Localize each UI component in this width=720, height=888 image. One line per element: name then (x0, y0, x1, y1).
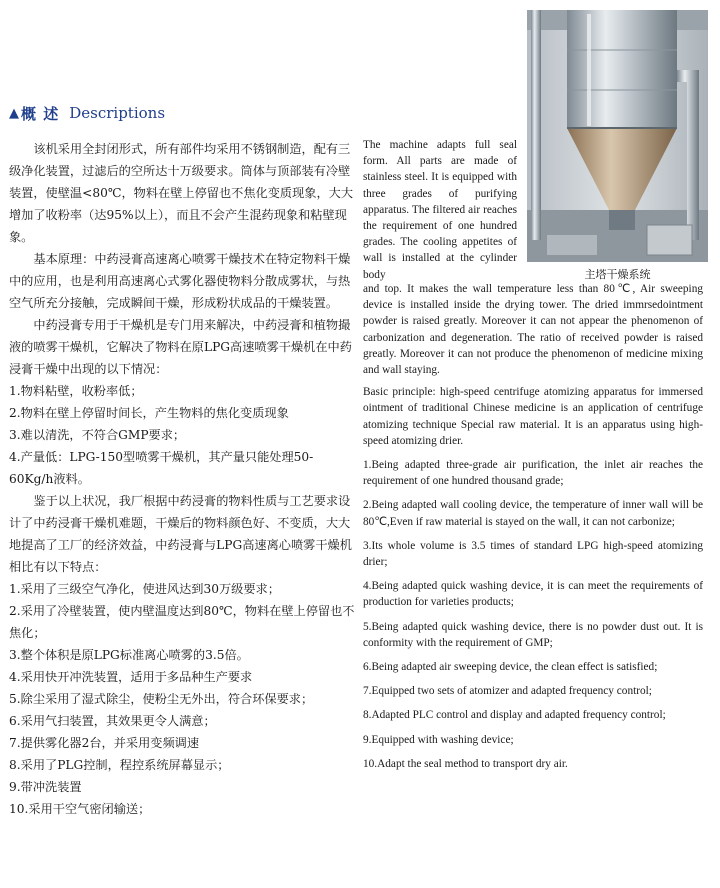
heading-title-en: Descriptions (69, 104, 166, 122)
spray-dryer-tower-image (527, 10, 708, 262)
product-photo (527, 10, 708, 262)
zh-purpose-paragraph: 中药浸膏专用于干燥机是专门用来解决，中药浸膏和植物撮液的喷雾干燥机，它解决了物料在原LPG高速喷雾干燥机在中药浸膏干燥中出现的以下情况： (9, 318, 352, 376)
heading-title-zh: 概 述 (21, 104, 60, 123)
chinese-description (9, 138, 355, 820)
photo-caption: 主塔干燥系统 (584, 268, 651, 281)
en-feature-item: 10.Adapt the seal method to transport dry air. (363, 757, 568, 770)
en-feature-item: 3.Its whole volume is 3.5 times of standard LPG high-speed atomizing drier; (363, 539, 703, 569)
zh-feature-item: 4.采用快开冲洗装置，适用于多品种生产要求 (9, 670, 253, 684)
section-heading (9, 102, 165, 124)
zh-feature-item: 10.采用干空气密闭输送； (9, 802, 151, 816)
en-feature-item: 4.Being adapted quick washing device, it is can meet the requirements of production for varieties products; (363, 580, 703, 609)
en-feature-item: 7.Equipped two sets of atomizer and adapted frequency control; (363, 685, 652, 698)
zh-feature-item: 5.除尘采用了湿式除尘，使粉尘无外出，符合环保要求； (9, 692, 314, 706)
en-intro-narrow: The machine adapts full seal form. All parts are made of stainless steel. It is equipped with three grades of purifying apparatus. The filtered air reaches the requirement of one hundred grades. The cooling appetites of wall is installed at the cylinder body (363, 139, 517, 281)
english-description (363, 281, 703, 780)
en-intro-paragraph: and top. It makes the wall temperature less than 80℃, Air sweeping device is installed inside the drying tower. The dried immrsedointment powder is raised greatly. Moreover it can not appear the phenomenon of carbonization and degeneration. The ratio of received powder is raised greatly. Moreover it can not produce the phenomenon of medicine mixing and wall staying. (363, 283, 703, 377)
en-feature-item: 1.Being adapted three-grade air purification, the inlet air reaches the requirement of one hundred thousand grade; (363, 459, 703, 488)
zh-problem-item: 3.难以清洗，不符合GMP要求； (9, 428, 186, 442)
zh-problem-item: 4.产量低：LPG-150型喷雾干燥机，其产量只能处理50-60Kg/h液料。 (9, 450, 314, 486)
zh-summary-paragraph: 鉴于以上状况，我厂根据中药浸膏的物料性质与工艺要求设计了中药浸膏干燥机难题，干燥后的物料颜色好、不变质，大大地提高了工厂的经济效益，中药浸膏与LPG高速离心喷雾干燥机相比有以下特点： (9, 494, 352, 574)
zh-feature-item: 2.采用了冷壁装置，使内壁温度达到80℃，物料在壁上停留也不焦化； (9, 604, 355, 640)
zh-feature-item: 7.提供雾化器2台，并采用变频调速 (9, 736, 200, 750)
zh-feature-item: 1.采用了三级空气净化，使进风达到30万级要求； (9, 582, 280, 596)
en-principle-paragraph: Basic principle: high-speed centrifuge atomizing apparatus for immersed ointment of traditional Chinese medicine is an application of centrifuge atomizing technique Special raw material. It is an apparatus using high-speed atomizing drier. (363, 386, 703, 447)
zh-problem-item: 1.物料粘壁，收粉率低； (9, 384, 143, 398)
zh-intro-paragraph: 该机采用全封闭形式，所有部件均采用不锈钢制造，配有三级净化装置，过滤后的空所达十万级要求。筒体与顶部装有冷壁装置，使壁温<80℃，物料在壁上停留也不焦化变质现象，大大增加了收粉率（达95%以上），而且不会产生混药现象和粘壁现象。 (9, 142, 354, 244)
zh-feature-item: 9.带冲洗装置 (9, 780, 82, 794)
en-feature-item: 8.Adapted PLC control and display and adapted frequency control; (363, 709, 666, 722)
zh-principle-paragraph: 基本原理：中药浸膏高速离心喷雾干燥技术在特定物料干燥中的应用，也是利用高速离心式雾化器使物料分散成雾状，与热空气所充分接触，完成瞬间干燥，形成粉状成品的干燥装置。 (9, 252, 351, 310)
zh-feature-item: 8.采用了PLG控制，程控系统屏幕显示； (9, 758, 230, 772)
en-feature-item: 6.Being adapted air sweeping device, the clean effect is satisfied; (363, 661, 658, 674)
en-feature-item: 9.Equipped with washing device; (363, 733, 514, 746)
zh-feature-item: 3.整个体积是原LPG标准离心喷雾的3.5倍。 (9, 648, 249, 662)
en-feature-item: 5.Being adapted quick washing device, there is no powder dust out. It is conformity with the requirement of GMP; (363, 620, 703, 649)
en-feature-item: 2.Being adapted wall cooling device, the temperature of inner wall will be 80℃,Even if raw material is stayed on the wall, it can not carbonize; (363, 499, 703, 528)
zh-problem-item: 2.物料在壁上停留时间长，产生物料的焦化变质现象 (9, 406, 289, 420)
triangle-marker-icon: ▲ (9, 105, 19, 121)
zh-feature-item: 6.采用气扫装置，其效果更令人满意； (9, 714, 216, 728)
